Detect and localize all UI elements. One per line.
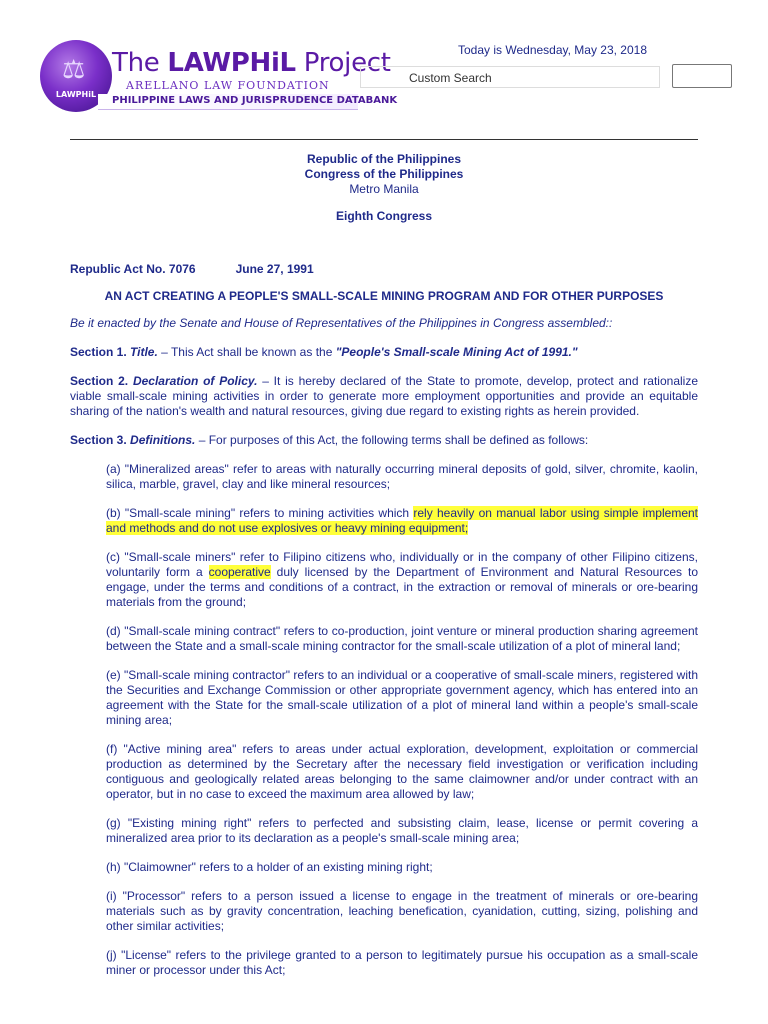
document-body — [70, 152, 698, 978]
site-logo[interactable] — [40, 40, 398, 114]
definition-e: (e) "Small-scale mining contractor" refers to an individual or a cooperative of small-scale miners, registered with the Securities and Exchange Commission or other appropriate government agency, which has entered into an agreement with the State for the small-scale utilization of a plot of mineral land within a people's small-scale mining area; — [106, 668, 698, 727]
highlight-b: rely heavily on manual labor using simple implement and methods and do not use explosives or heavy mining equipment; — [106, 506, 698, 535]
logo-emblem-text: LAWPHiL — [55, 90, 97, 99]
congress-label: Eighth Congress — [335, 209, 432, 223]
logo-band: PHILIPPINE LAWS AND JURISPRUDENCE DATABANK — [98, 94, 358, 110]
logo-title: The LAWPHiL Project — [112, 48, 391, 78]
definition-g: (g) "Existing mining right" refers to perfected and subsisting claim, lease, license or permit covering a mineralized area prior to its declaration as a people's small-scale mining area; — [106, 816, 698, 845]
highlight-c: cooperative — [208, 565, 271, 579]
definition-d: (d) "Small-scale mining contract" refers to co-production, joint venture or mineral production sharing agreement between the State and a small-scale mining contractor for the small-scale utilization of a plot of mineral land; — [106, 624, 698, 653]
definition-h: (h) "Claimowner" refers to a holder of an existing mining right; — [106, 860, 433, 874]
definition-j: (j) "License" refers to the privilege granted to a person to legitimately pursue his occupation as a small-scale miner or processor under this Act; — [106, 948, 698, 977]
heading-congress: Congress of the Philippines — [304, 167, 464, 181]
act-title: AN ACT CREATING A PEOPLE'S SMALL-SCALE MINING PROGRAM AND FOR OTHER PURPOSES — [104, 289, 664, 303]
act-date: June 27, 1991 — [235, 262, 314, 276]
enacting-clause: Be it enacted by the Senate and House of Representatives of the Philippines in Congress assembled:: — [70, 316, 613, 330]
definition-b: (b) "Small-scale mining" refers to mining activities which rely heavily on manual labor using simple implement and methods and do not use explosives or heavy mining equipment; — [106, 506, 698, 535]
section-1: Section 1. Title. – This Act shall be known as the "People's Small-scale Mining Act of 1991." — [70, 345, 578, 359]
definition-f: (f) "Active mining area" refers to areas under actual exploration, development, exploitation or commercial production as determined by the Secretary after the necessary field investigation or verification including contiguous and geologically related areas belonging to the same claimowner and/or under contract with an operator, but in no case to exceed the maximum area allowed by law; — [106, 742, 698, 801]
search-input[interactable]: Custom Search — [360, 66, 660, 88]
heading-republic: Republic of the Philippines — [306, 152, 461, 166]
heading-city: Metro Manila — [349, 182, 419, 196]
logo-subtitle: ARELLANO LAW FOUNDATION — [126, 79, 330, 92]
search-button[interactable] — [672, 64, 732, 88]
scales-icon: ⚖ — [62, 54, 86, 84]
act-line — [70, 262, 698, 277]
today-date: Today is Wednesday, May 23, 2018 — [458, 43, 647, 57]
definition-i: (i) "Processor" refers to a person issued a license to engage in the treatment of minerals or ore-bearing materials such as by gravity concentration, leaching benefication, cyanidation, cutting, sizing, polishing and other similar activities; — [106, 889, 698, 933]
definition-a: (a) "Mineralized areas" refer to areas with naturally occurring mineral deposits of gold, silver, chromite, kaolin, silica, marble, gravel, clay and like mineral resources; — [106, 462, 698, 491]
definition-c: (c) "Small-scale miners" refer to Filipino citizens who, individually or in the company of other Filipino citizens, voluntarily form a cooperative duly licensed by the Department of Environment and Natural Resources to engage, under the terms and conditions of a contract, in the extraction or removal of minerals or ore-bearing materials from the ground; — [106, 550, 698, 609]
header-divider — [70, 139, 698, 140]
section-3: Section 3. Definitions. – For purposes of this Act, the following terms shall be defined as follows: — [70, 433, 589, 447]
section-2: Section 2. Declaration of Policy. – It is hereby declared of the State to promote, develop, protect and rationalize viable small-scale mining activities in order to generate more employment opportunities and provide an equitable sharing of the nation's wealth and natural resources, giving due regard to existing rights as herein provided. — [70, 374, 698, 418]
act-number: Republic Act No. 7076 — [70, 262, 196, 276]
